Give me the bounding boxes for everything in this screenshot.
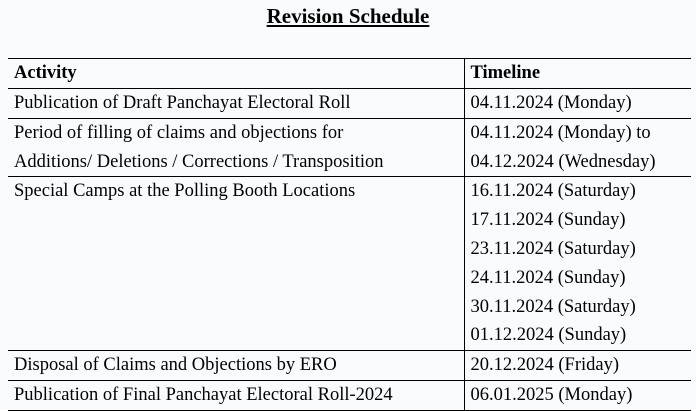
- page-title: Revision Schedule: [266, 4, 430, 28]
- timeline-text: 01.12.2024 (Sunday): [470, 325, 627, 346]
- timeline-text: 16.11.2024 (Saturday): [470, 181, 636, 202]
- activity-cell: [8, 89, 464, 119]
- activity-text: Disposal of Claims and Objections by ERO: [14, 355, 337, 376]
- activity-text: Period of filling of claims and objections for: [14, 122, 344, 143]
- table-row: [8, 351, 691, 381]
- timeline-cell: [464, 380, 691, 410]
- timeline-cell: [464, 351, 691, 381]
- timeline-text: 17.11.2024 (Sunday): [470, 210, 626, 231]
- title-row: [0, 0, 696, 30]
- timeline-text: 06.01.2025 (Monday): [470, 384, 633, 405]
- timeline-text: 30.11.2024 (Saturday): [470, 296, 636, 317]
- column-header-timeline: Timeline: [464, 59, 691, 89]
- table-row: [8, 118, 691, 177]
- timeline-text: 04.11.2024 (Monday) to: [470, 122, 651, 143]
- timeline-text: 20.12.2024 (Friday): [470, 355, 619, 376]
- timeline-cell: [464, 118, 691, 177]
- table-row: [8, 177, 691, 351]
- timeline-cell: [464, 89, 691, 119]
- timeline-cell: [464, 177, 691, 351]
- activity-cell: [8, 118, 464, 177]
- timeline-text: 24.11.2024 (Sunday): [470, 267, 626, 288]
- table-row: [8, 89, 691, 119]
- header-row: [8, 59, 691, 89]
- timeline-text: 23.11.2024 (Saturday): [470, 238, 636, 259]
- schedule-table: [8, 58, 691, 411]
- activity-cell: [8, 351, 464, 381]
- activity-text: Publication of Draft Panchayat Electoral Roll: [14, 93, 351, 113]
- table-row: [8, 380, 691, 410]
- timeline-text: 04.12.2024 (Wednesday): [470, 151, 656, 172]
- timeline-text: 04.11.2024 (Monday): [470, 93, 632, 113]
- activity-text: Publication of Final Panchayat Electoral Roll-2024: [14, 384, 393, 405]
- activity-text: Special Camps at the Polling Booth Locations: [14, 181, 356, 202]
- column-header-activity: Activity: [8, 59, 464, 89]
- activity-cell: [8, 177, 464, 351]
- activity-text: Additions/ Deletions / Corrections / Transposition: [14, 151, 384, 172]
- activity-cell: [8, 380, 464, 410]
